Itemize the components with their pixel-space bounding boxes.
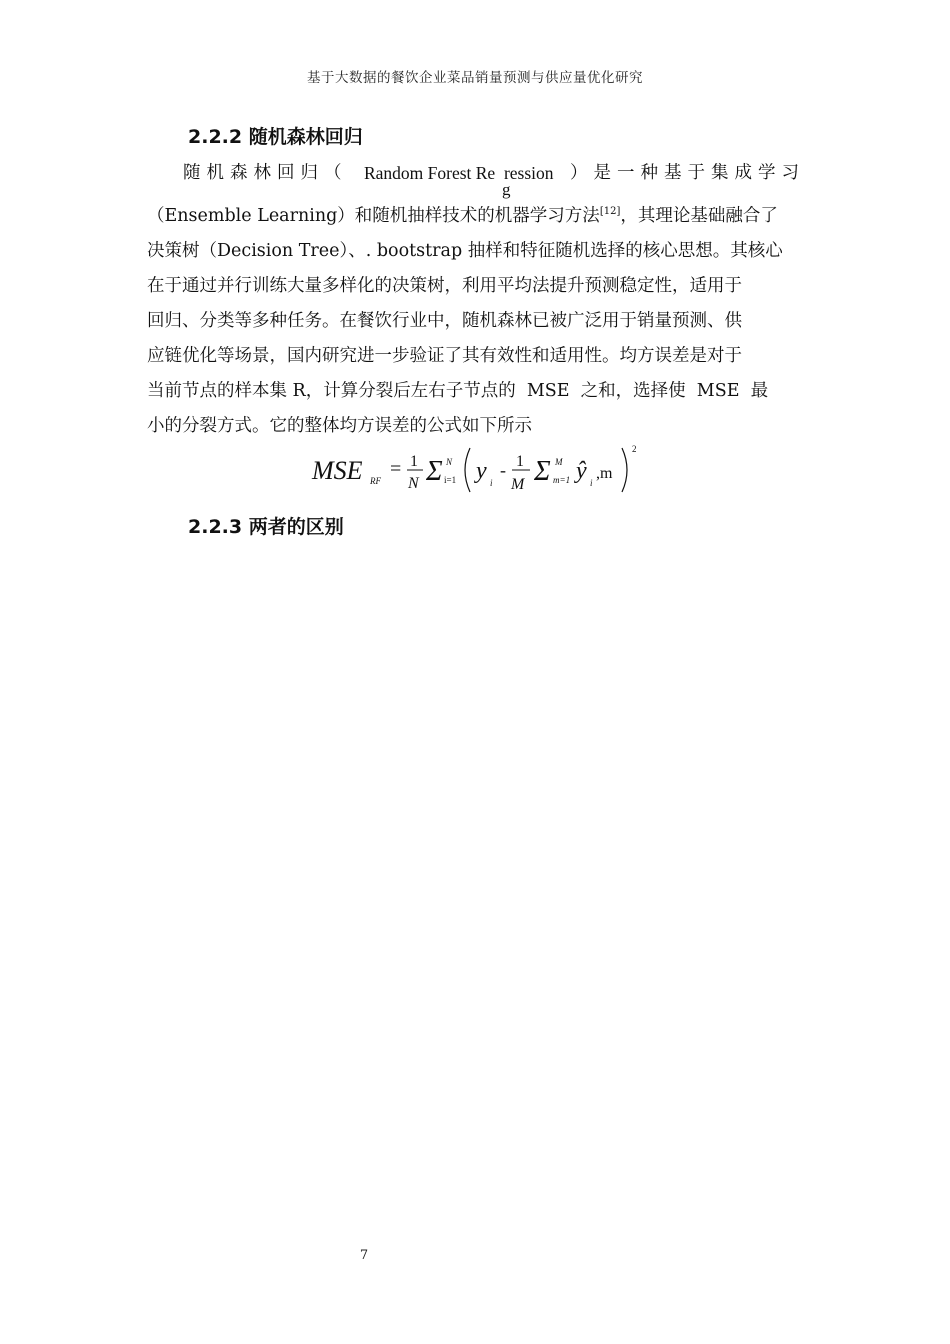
running-header: 基于大数据的餐饮企业菜品销量预测与供应量优化研究 bbox=[307, 70, 643, 86]
formula-yhat-sub: i bbox=[590, 478, 593, 488]
paragraph-line-3: 决策树（Decision Tree）、. bootstrap 抽样和特征随机选择的核心思想。其核心 bbox=[147, 241, 783, 261]
formula-one: 1 bbox=[410, 453, 418, 470]
formula-yhat: ŷ bbox=[576, 458, 587, 484]
formula-y: y bbox=[476, 458, 487, 484]
paragraph-text: 随机森林回归（ bbox=[183, 163, 348, 183]
sum-symbol: Σ bbox=[426, 456, 443, 487]
formula-one: 1 bbox=[516, 453, 524, 470]
sum-symbol: Σ bbox=[534, 456, 551, 487]
sum-upper: N bbox=[446, 457, 453, 467]
formula-y-sub: i bbox=[490, 478, 493, 488]
right-paren bbox=[622, 448, 627, 492]
paragraph-text: （Ensemble Learning）和随机抽样技术的机器学习方法 bbox=[147, 206, 600, 226]
formula-N: N bbox=[408, 475, 419, 492]
paragraph-text: Random Forest Re ression bbox=[363, 163, 554, 183]
formula-power: 2 bbox=[632, 444, 637, 454]
sum-lower: m=1 bbox=[553, 475, 571, 485]
section-number: 2.2.3 bbox=[188, 516, 243, 538]
citation: [12] bbox=[599, 206, 621, 218]
sum-upper: M bbox=[555, 457, 563, 467]
paragraph-line-1 bbox=[183, 161, 805, 185]
paragraph-line-6: 应链优化等场景，国内研究进一步验证了其有效性和适用性。均方误差是对于 bbox=[147, 346, 742, 366]
paragraph-text: ，其理论基础融合了 bbox=[620, 206, 778, 226]
page-number: 7 bbox=[359, 1248, 369, 1263]
formula-M: M bbox=[511, 476, 525, 493]
section-heading-2-2-2 bbox=[188, 122, 363, 149]
formula-minus: - bbox=[500, 460, 506, 480]
paragraph-line-8: 小的分裂方式。它的整体均方误差的公式如下所示 bbox=[147, 416, 532, 436]
sum-lower: i=1 bbox=[444, 475, 457, 485]
paragraph-line-2 bbox=[147, 204, 805, 228]
section-heading-2-2-3 bbox=[188, 512, 344, 539]
section-title: 随机森林回归 bbox=[248, 126, 363, 148]
left-paren bbox=[465, 448, 470, 492]
stray-glyph: g bbox=[502, 180, 511, 199]
formula-equals: = bbox=[390, 458, 402, 480]
paragraph-line-4: 在于通过并行训练大量多样化的决策树，利用平均法提升预测稳定性，适用于 bbox=[147, 276, 742, 296]
mse-formula bbox=[310, 442, 650, 498]
formula-lhs-sub: RF bbox=[370, 476, 381, 486]
paragraph-text: ）是一种基于集成学习 bbox=[569, 163, 805, 183]
section-title: 两者的区别 bbox=[248, 516, 344, 538]
formula-comma-m: ,m bbox=[596, 465, 613, 482]
section-number: 2.2.2 bbox=[188, 126, 243, 148]
formula-lhs: MSE bbox=[312, 456, 363, 485]
paragraph-line-5: 回归、分类等多种任务。在餐饮行业中，随机森林已被广泛用于销量预测、供 bbox=[147, 311, 742, 331]
paragraph-line-7: 当前节点的样本集 R，计算分裂后左右子节点的 MSE 之和，选择使 MSE 最 bbox=[147, 381, 769, 401]
